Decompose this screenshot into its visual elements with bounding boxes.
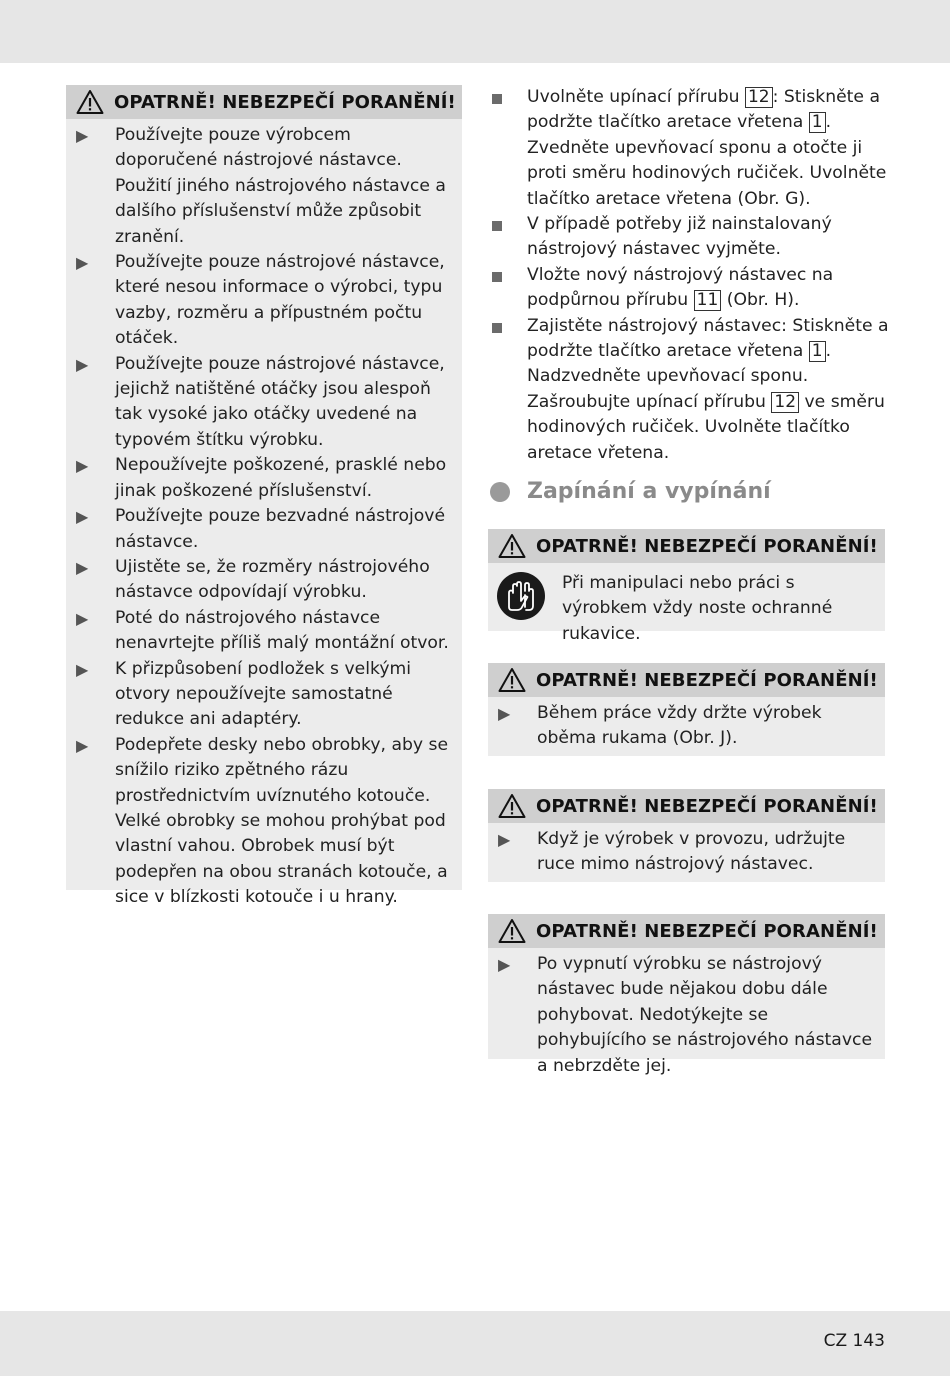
- warning-triangle-icon: [498, 667, 526, 693]
- warning-header: [488, 914, 885, 948]
- warning-title: OPATRNĚ! NEBEZPEČÍ PORANĚNÍ!: [536, 535, 878, 557]
- list-item: V případě potřeby již nainstalovaný nástrojový nástavec vyjměte.: [490, 212, 890, 263]
- list-item: ▶ Po vypnutí výrobku se nástrojový nástavec bude nějakou dobu dále pohybovat. Nedotýkejte se pohybujícího se nástrojového nástavce a nebrzděte jej.: [498, 954, 873, 1076]
- warning-list: [488, 823, 885, 882]
- gloves-row: [488, 563, 885, 655]
- list-item: ▶ Používejte pouze výrobcem doporučené nástrojové nástavce. Použití jiného nástrojového nástavce a dalšího příslušenství může způsobit zranění.: [76, 125, 446, 247]
- square-bullet-icon: [492, 272, 502, 282]
- list-item: ▶ Používejte pouze bezvadné nástrojové nástavce.: [76, 506, 446, 552]
- arrow-bullet-icon: ▶: [76, 735, 89, 755]
- arrow-bullet-icon: ▶: [498, 704, 511, 723]
- list-item: ▶ Nepoužívejte poškozené, prasklé nebo jinak poškozené příslušenství.: [76, 455, 447, 501]
- arrow-bullet-icon: ▶: [498, 955, 511, 974]
- list-item: ▶ Během práce vždy držte výrobek oběma rukama (Obr. J).: [498, 703, 822, 749]
- reference-number: 1: [809, 341, 826, 362]
- list-item: ▶ Podepřete desky nebo obrobky, aby se snížilo riziko zpětného rázu prostřednictvím uvíznutého kotouče. Velké obrobky se mohou prohýbat pod vlastní vahou. Obrobek musí být podepřen na obou stranách kotouče, a sice v blízkosti kotouče i u hrany.: [76, 734, 449, 908]
- arrow-bullet-icon: ▶: [76, 126, 89, 145]
- warning-triangle-icon: [498, 533, 526, 559]
- list-item: ▶ Když je výrobek v provozu, udržujte ruce mimo nástrojový nástavec.: [498, 829, 846, 875]
- page-number: CZ 143: [823, 1331, 885, 1351]
- square-bullet-icon: [492, 94, 502, 104]
- warning-triangle-icon: [498, 918, 526, 944]
- warning-box-left: [66, 85, 462, 908]
- warning-box-after-off: [488, 914, 885, 1076]
- arrow-bullet-icon: ▶: [76, 354, 89, 374]
- arrow-bullet-icon: ▶: [76, 253, 89, 273]
- list-item: Zajistěte nástrojový nástavec: Stiskněte a podržte tlačítko aretace vřetena 1 . Nadzvedněte upevňovací sponu. Zašroubujte upínací přírubu 12 ve směru hodinových ručiček. Uvolněte tlačítko aretace vřetena.: [490, 314, 890, 466]
- gloves-icon: [496, 571, 546, 621]
- arrow-bullet-icon: ▶: [76, 608, 89, 628]
- arrow-bullet-icon: ▶: [76, 557, 89, 577]
- list-item: ▶ K přizpůsobení podložek s velkými otvory nepoužívejte samostatné redukce ani adaptéry.: [76, 658, 412, 730]
- reference-number: 12: [771, 392, 799, 413]
- warning-header: [66, 85, 462, 119]
- warning-triangle-icon: [76, 89, 104, 115]
- warning-box-two-hands: [488, 663, 885, 756]
- section-bullet-icon: [490, 482, 510, 502]
- warning-header: [488, 789, 885, 823]
- warning-title: OPATRNĚ! NEBEZPEČÍ PORANĚNÍ!: [536, 795, 878, 817]
- bottom-band: [0, 1311, 950, 1376]
- arrow-bullet-icon: ▶: [76, 659, 89, 679]
- warning-list: [488, 697, 885, 756]
- warning-list: [488, 948, 885, 1083]
- list-item: ▶ Poté do nástrojového nástavce nenavrtejte příliš malý montážní otvor.: [76, 607, 449, 654]
- warning-title: OPATRNĚ! NEBEZPEČÍ PORANĚNÍ!: [114, 91, 456, 113]
- section-heading: [490, 479, 771, 504]
- list-item: ▶ Používejte pouze nástrojové nástavce, jejichž natištěné otáčky jsou alespoň tak vysoké jako otáčky uvedené na typovém štítku výrobku.: [76, 353, 445, 450]
- square-bullet-icon: [492, 221, 502, 231]
- warning-triangle-icon: [498, 793, 526, 819]
- warning-title: OPATRNĚ! NEBEZPEČÍ PORANĚNÍ!: [536, 920, 878, 942]
- arrow-bullet-icon: ▶: [76, 507, 89, 527]
- reference-number: 12: [745, 87, 773, 108]
- list-item: ▶ Používejte pouze nástrojové nástavce, které nesou informace o výrobci, typu vazby, rozměru a přípustném počtu otáček.: [76, 252, 445, 349]
- top-band: [0, 0, 950, 63]
- list-item: Uvolněte upínací přírubu 12 : Stiskněte a podržte tlačítko aretace vřetena 1 . Zvedněte upevňovací sponu a otočte ji proti směru hodinových ručiček. Uvolněte tlačítko aretace vřetena (Obr. G).: [490, 85, 890, 212]
- warning-box-keep-hands: [488, 789, 885, 882]
- reference-number: 1: [809, 112, 826, 133]
- step-list: [490, 85, 890, 466]
- arrow-bullet-icon: ▶: [76, 456, 89, 476]
- gloves-text: Při manipulaci nebo práci s výrobkem vždy noste ochranné rukavice.: [562, 573, 833, 644]
- warning-header: [488, 663, 885, 697]
- warning-list: [66, 119, 462, 915]
- section-title: Zapínání a vypínání: [527, 479, 771, 504]
- reference-number: 11: [694, 290, 722, 311]
- warning-box-gloves: [488, 529, 885, 644]
- warning-header: [488, 529, 885, 563]
- warning-title: OPATRNĚ! NEBEZPEČÍ PORANĚNÍ!: [536, 669, 878, 691]
- list-item: Vložte nový nástrojový nástavec na podpůrnou přírubu 11 (Obr. H).: [490, 263, 890, 314]
- arrow-bullet-icon: ▶: [498, 830, 511, 849]
- list-item: ▶ Ujistěte se, že rozměry nástrojového nástavce odpovídají výrobku.: [76, 556, 430, 603]
- square-bullet-icon: [492, 323, 502, 333]
